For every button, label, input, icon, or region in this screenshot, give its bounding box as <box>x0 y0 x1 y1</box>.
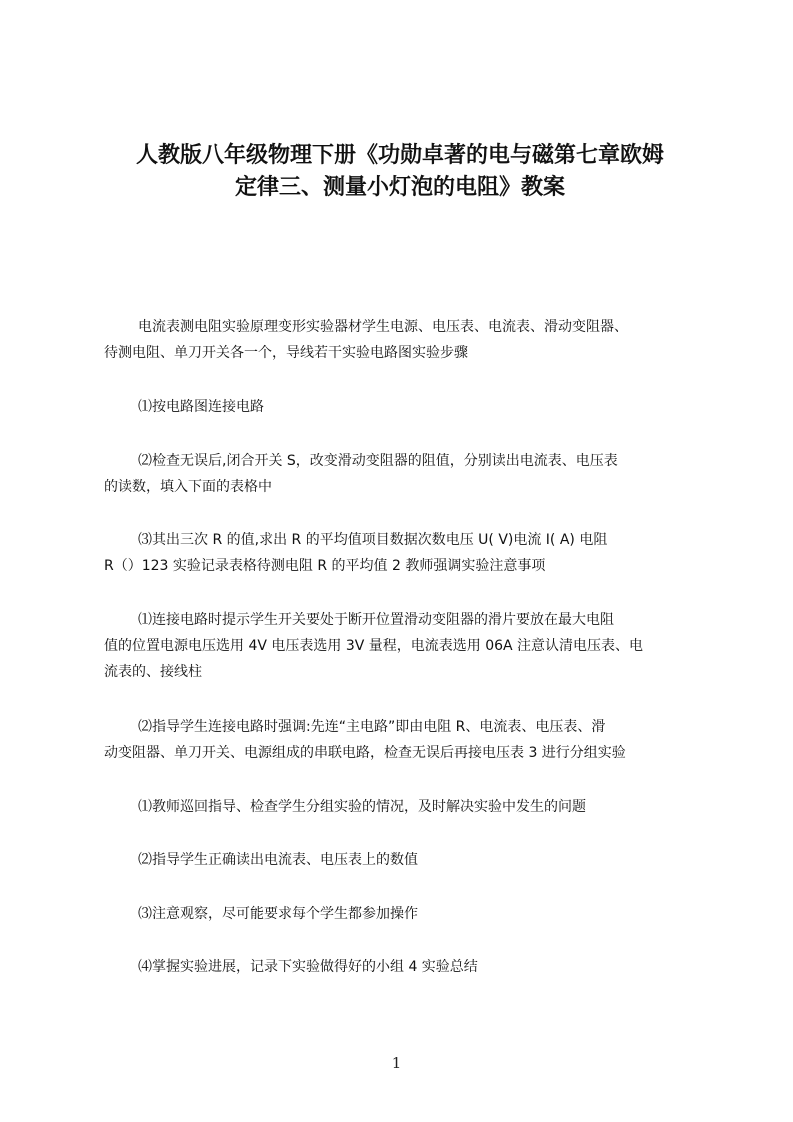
paragraph-line: ⑴连接电路时提示学生开关要处于断开位置滑动变阻器的滑片要放在最大电阻 <box>138 612 614 628</box>
paragraph-line: ⑴按电路图连接电路 <box>138 399 264 415</box>
paragraph-experiment-principle <box>104 314 704 366</box>
paragraph-line: ⑶其出三次 R 的值,求出 R 的平均值项目数据次数电压 U( V)电流 I( A) 电阻 <box>138 532 608 548</box>
page-number: 1 <box>391 1054 402 1072</box>
paragraph-guide-4 <box>104 954 704 980</box>
document-title <box>100 140 700 204</box>
paragraph-step-1 <box>104 394 704 420</box>
paragraph-line: R（）123 实验记录表格待测电阻 R 的平均值 2 教师强调实验注意事项 <box>104 558 546 574</box>
paragraph-line: 电流表测电阻实验原理变形实验器材学生电源、电压表、电流表、滑动变阻器、 <box>138 319 628 335</box>
paragraph-line: ⑷掌握实验进展，记录下实验做得好的小组 4 实验总结 <box>138 959 478 975</box>
paragraph-line: 待测电阻、单刀开关各一个，导线若干实验电路图实验步骤 <box>104 345 468 361</box>
paragraph-line: 动变阻器、单刀开关、电源组成的串联电路，检查无误后再接电压表 3 进行分组实验 <box>104 745 626 761</box>
paragraph-guide-2 <box>104 847 704 873</box>
paragraph-line: ⑶注意观察，尽可能要求每个学生都参加操作 <box>138 906 418 922</box>
paragraph-guide-3 <box>104 901 704 927</box>
paragraph-step-3 <box>104 527 704 579</box>
paragraph-line: ⑵指导学生正确读出电流表、电压表上的数值 <box>138 852 418 868</box>
paragraph-line: ⑵检查无误后,闭合开关 S，改变滑动变阻器的阻值，分别读出电流表、电压表 <box>138 453 618 469</box>
paragraph-line: 值的位置电源电压选用 4V 电压表选用 3V 量程，电流表选用 06A 注意认清电压表、电 <box>104 638 644 654</box>
paragraph-guide-1 <box>104 794 704 820</box>
paragraph-notice-2 <box>104 714 704 766</box>
paragraph-step-2 <box>104 448 704 500</box>
paragraph-line: 流表的、接线柱 <box>104 664 202 680</box>
paragraph-line: ⑵指导学生连接电路时强调:先连“主电路”即由电阻 R、电流表、电压表、滑 <box>138 719 606 735</box>
title-line-1: 人教版八年级物理下册《功勋卓著的电与磁第七章欧姆 <box>135 143 664 168</box>
paragraph-line: ⑴教师巡回指导、检查学生分组实验的情况，及时解决实验中发生的问题 <box>138 799 586 815</box>
title-line-2: 定律三、测量小灯泡的电阻》教案 <box>234 175 565 200</box>
paragraph-notice-1 <box>104 607 704 685</box>
paragraph-line: 的读数，填入下面的表格中 <box>104 479 272 495</box>
